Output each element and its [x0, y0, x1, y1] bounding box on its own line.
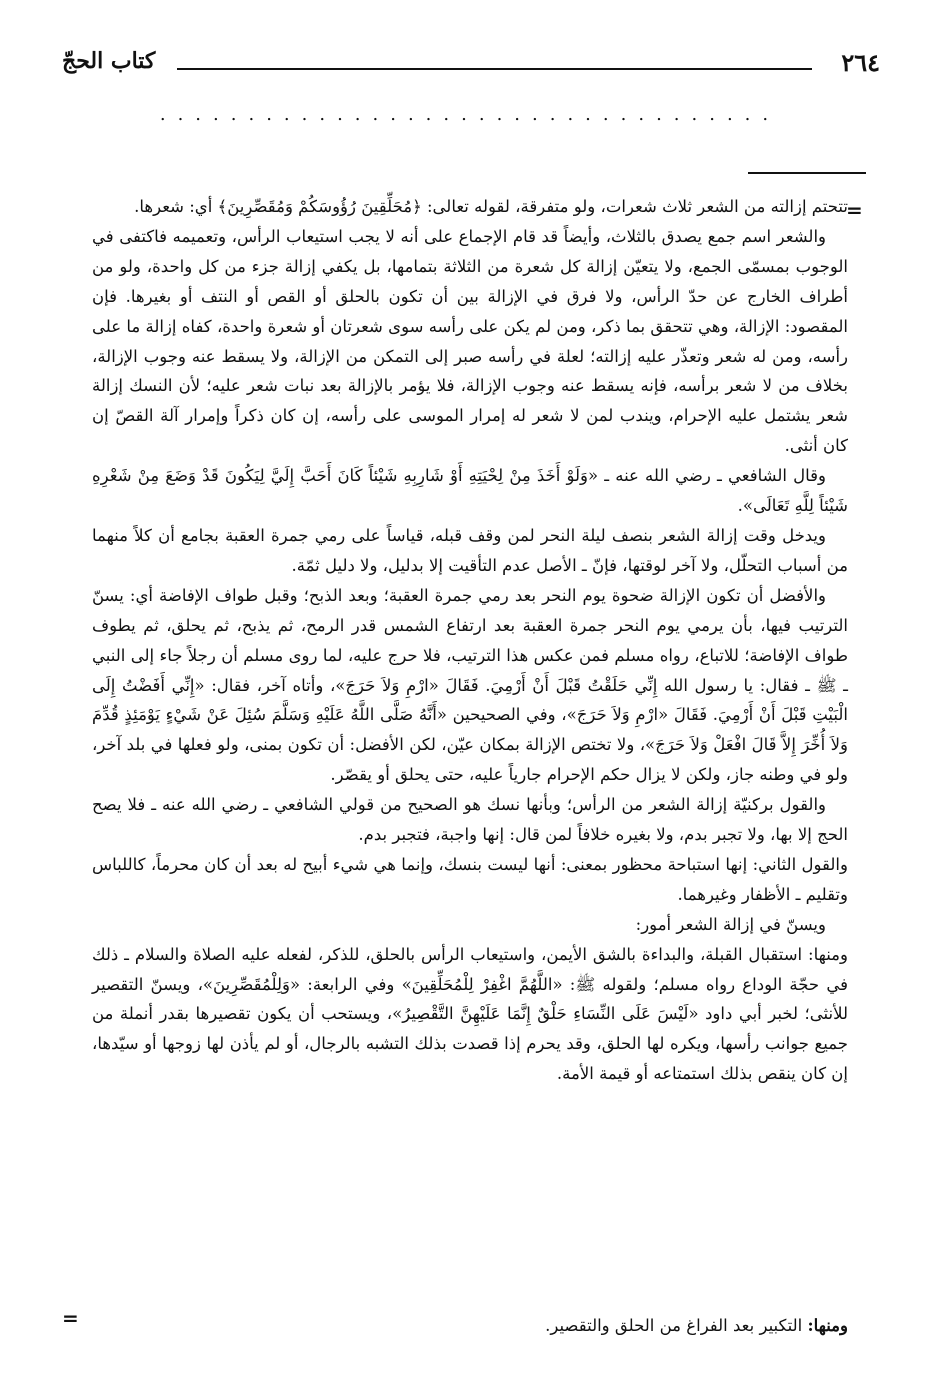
continuation-mark-top: =	[846, 198, 863, 222]
page-number: ٢٦٤	[841, 48, 880, 77]
paragraph: ويسنّ في إزالة الشعر أمور:	[635, 914, 826, 934]
paragraph: والأفضل أن تكون الإزالة ضحوة يوم النحر بعد رمي جمرة العقبة؛ وبعد الذبح؛ وقبل طواف الإفاضة أي: يسنّ الترتيب فيها، بأن يرمي يوم النحر جمرة العقبة بعد ارتفاع الشمس قدر الرمح، ثم يذبح، ثم يحلق، ثم يطوف طواف الإفاضة؛ للاتباع، رواه مسلم فمن عكس هذا الترتيب، فلا حرج عليه، لما روى مسلم أن رجلاً جاء إلى النبي ـ ﷺ ـ فقال: يا رسول الله إِنِّي حَلَقْتُ قَبْلَ أَنْ أَرْمِيَ. فَقَالَ «ارْمِ وَلاَ حَرَجَ»، وأتاه آخر، فقال: «إِنِّي أَفَضْتُ إِلَى الْبَيْتِ قَبْلَ أَنْ أَرْمِيَ. فَقَالَ «ارْمِ وَلاَ حَرَجَ»، وفي الصحيحين «أَنَّهُ صَلَّى اللَّهُ عَلَيْهِ وَسَلَّمَ سُئِلَ عَنْ شَيْءٍ يَوْمَئِذٍ قُدِّمَ وَلاَ أُخِّرَ إِلاَّ قَالَ افْعَلْ وَلاَ حَرَجَ»، ولا تختص الإزالة بمكان عيّن، لكن الأفضل: أن تكون بمنى، ولو فعلها في بلد آخر، ولو في وطنه جاز، ولكن لا يزال حكم الإحرام جارياً عليه، حتى يحلق أو يقصّر.	[92, 585, 848, 785]
paragraph: والقول بركنيّة إزالة الشعر من الرأس؛ وبأنها نسك هو الصحيح من قولي الشافعي ـ رضي الله عنه ـ فلا يصح الحج إلا بها، ولا تجبر بدم، ولا بغيره خلافاً لمن قال: إنها واجبة، فتجبر بدم.	[92, 795, 848, 845]
header-rule	[177, 68, 812, 70]
paragraph: تتحتم إزالته من الشعر ثلاث شعرات، ولو متفرقة، لقوله تعالى: ﴿مُحَلِّقِينَ رُؤُوسَكُمْ وَمُقَصِّرِينَ﴾ أي: شعرها.	[134, 197, 848, 216]
footnote-rule	[748, 172, 866, 174]
footnote-body	[92, 192, 848, 1089]
paragraph: والقول الثاني: إنها استباحة محظور بمعنى: أنها ليست بنسك، وإنما هي شيء أبيح له بعد أن كان محرماً، كاللباس وتقليم ـ الأظفار وغيرهما.	[92, 854, 848, 904]
page-header	[62, 42, 880, 82]
paragraph: والشعر اسم جمع يصدق بالثلاث، وأيضاً قد قام الإجماع على أنه لا يجب استيعاب الرأس، وتعميمه فاكتفى في الوجوب بمسمّى الجمع، ولا يتعيّن إزالة كل شعرة من الثلاثة بتمامها، بل يكفي إزالة جزء من كل واحدة، ولو من أطراف الخارج عن حدّ الرأس، ولا فرق في الإزالة بين أن تكون بالحلق أو القص أو النتف أو بغيرها. فإن المقصود: الإزالة، وهي تتحقق بما ذكر، ومن لم يكن على رأسه سوى شعرتان أو شعرة واحدة، كفاه إزالة ما على رأسه، ومن له شعر وتعذّر عليه إزالته؛ لعلة في رأسه صبر إلى التمكن من الإزالة، ولا يسقط عنه وجوب الإزالة، بخلاف من لا شعر برأسه، فإنه يسقط عنه وجوب الإزالة، فلا يؤمر بالإزالة بعد نبات شعر عليه؛ لأن النسك إزالة شعر يشتمل عليه الإحرام، ويندب لمن لا شعر له إمرار الموسى على رأسه، إن كان ذكراً وإمرار آلة القصّ إن كان أنثى.	[92, 226, 848, 456]
item-text: التكبير بعد الفراغ من الحلق والتقصير.	[545, 1316, 808, 1335]
book-title: كتاب الحجّ	[62, 48, 156, 74]
footnote-last-line	[92, 1311, 848, 1341]
dotted-separator: ...................................	[159, 104, 781, 125]
paragraph: ومنها: استقبال القبلة، والبداءة بالشق الأيمن، واستيعاب الرأس بالحلق، للذكر، لفعله عليه الصلاة والسلام ـ ذلك في حجّة الوداع رواه مسلم؛ ولقوله ﷺ: «اللَّهُمَّ اغْفِرْ لِلْمُحَلِّقِينَ» وفي الرابعة: «وَلِلْمُقَصِّرِينَ»، ويسنّ التقصير للأنثى؛ لخبر أبي داود «لَيْسَ عَلَى النِّسَاءِ حَلْقٌ إِنَّمَا عَلَيْهِنَّ التَّقْصِيرُ»، ويستحب أن يكون تقصيرها بقدر أنملة من جميع جوانب رأسها، ويكره لها الحلق، وقد يحرم إذا قصدت بذلك التشبه بالرجال، أو لم يأذن لها زوجها أو سيّدها، إن كان ينقص بذلك استمتاعه أو قيمة الأمة.	[92, 944, 848, 1084]
paragraph: ويدخل وقت إزالة الشعر بنصف ليلة النحر لمن وقف قبله، قياساً على رمي جمرة العقبة بجامع أن كلاً منهما من أسباب التحلّل، ولا آخر لوقتها، فإنّ ـ الأصل عدم التأقيت إلا بدليل، ولا دليل ثمّة.	[92, 525, 848, 575]
item-lead: ومنها:	[807, 1316, 848, 1335]
paragraph: وقال الشافعي ـ رضي الله عنه ـ «وَلَوْ أَخَذَ مِنْ لِحْيَتِهِ أَوْ شَارِبِهِ شَيْئاً كَانَ أَحَبَّ إِلَيَّ لِيَكُونَ قَدْ وَضَعَ مِنْ شَعْرِهِ شَيْئاً لِلَّهِ تَعَالَى».	[92, 466, 848, 516]
continuation-mark-bottom: =	[62, 1306, 79, 1330]
